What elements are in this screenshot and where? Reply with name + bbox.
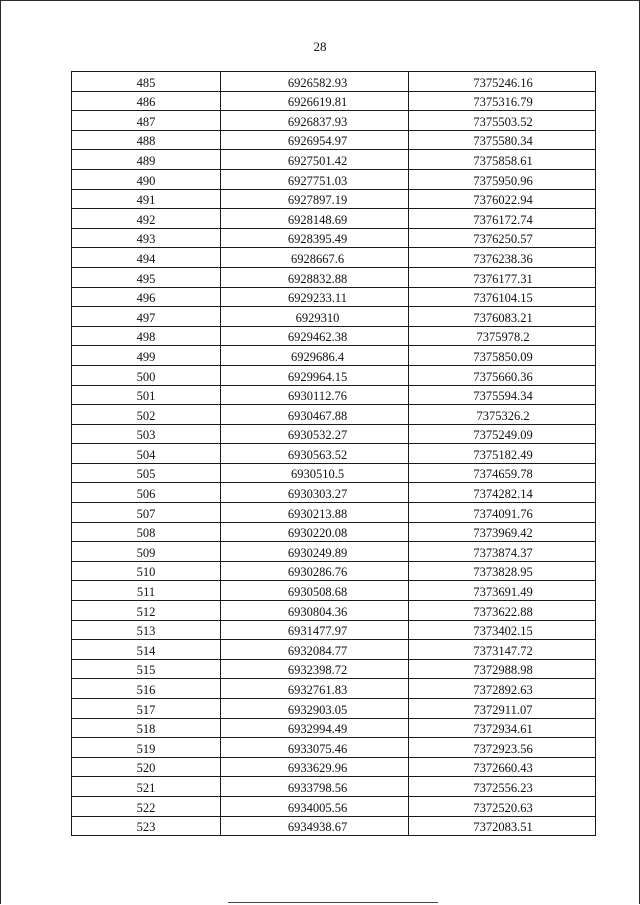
x-coordinate-cell: 6932903.05 — [221, 699, 409, 719]
x-coordinate-cell: 6927897.19 — [221, 189, 409, 209]
x-coordinate-cell: 6930804.36 — [221, 601, 409, 621]
x-coordinate-cell: 6930508.68 — [221, 581, 409, 601]
point-number-cell: 520 — [72, 757, 221, 777]
x-coordinate-cell: 6932398.72 — [221, 659, 409, 679]
y-coordinate-cell: 7372083.51 — [409, 816, 596, 836]
point-number-cell: 519 — [72, 738, 221, 758]
table-row — [72, 718, 596, 738]
point-number-cell: 509 — [72, 542, 221, 562]
y-coordinate-cell: 7375182.49 — [409, 444, 596, 464]
point-number-cell: 517 — [72, 699, 221, 719]
point-number-cell: 502 — [72, 405, 221, 425]
point-number-cell: 522 — [72, 796, 221, 816]
point-number-cell: 508 — [72, 522, 221, 542]
x-coordinate-cell: 6930532.27 — [221, 424, 409, 444]
y-coordinate-cell: 7373969.42 — [409, 522, 596, 542]
table-row — [72, 601, 596, 621]
point-number-cell: 486 — [72, 91, 221, 111]
x-coordinate-cell: 6930467.88 — [221, 405, 409, 425]
table-row — [72, 503, 596, 523]
y-coordinate-cell: 7376238.36 — [409, 248, 596, 268]
y-coordinate-cell: 7373147.72 — [409, 640, 596, 660]
point-number-cell: 490 — [72, 169, 221, 189]
y-coordinate-cell: 7373622.88 — [409, 601, 596, 621]
table-row — [72, 130, 596, 150]
x-coordinate-cell: 6926582.93 — [221, 72, 409, 92]
y-coordinate-cell: 7376250.57 — [409, 228, 596, 248]
table-row — [72, 346, 596, 366]
x-coordinate-cell: 6932761.83 — [221, 679, 409, 699]
point-number-cell: 512 — [72, 601, 221, 621]
point-number-cell: 523 — [72, 816, 221, 836]
y-coordinate-cell: 7372923.56 — [409, 738, 596, 758]
table-row — [72, 483, 596, 503]
point-number-cell: 489 — [72, 150, 221, 170]
table-row — [72, 169, 596, 189]
y-coordinate-cell: 7372911.07 — [409, 699, 596, 719]
table-row — [72, 542, 596, 562]
point-number-cell: 500 — [72, 365, 221, 385]
x-coordinate-cell: 6933075.46 — [221, 738, 409, 758]
x-coordinate-cell: 6928148.69 — [221, 209, 409, 229]
point-number-cell: 510 — [72, 561, 221, 581]
x-coordinate-cell: 6930510.5 — [221, 463, 409, 483]
table-row — [72, 659, 596, 679]
y-coordinate-cell: 7374282.14 — [409, 483, 596, 503]
table-row — [72, 72, 596, 92]
x-coordinate-cell: 6931477.97 — [221, 620, 409, 640]
y-coordinate-cell: 7376172.74 — [409, 209, 596, 229]
table-row — [72, 267, 596, 287]
y-coordinate-cell: 7372556.23 — [409, 777, 596, 797]
point-number-cell: 516 — [72, 679, 221, 699]
point-number-cell: 507 — [72, 503, 221, 523]
y-coordinate-cell: 7375660.36 — [409, 365, 596, 385]
x-coordinate-cell: 6933798.56 — [221, 777, 409, 797]
point-number-cell: 498 — [72, 326, 221, 346]
y-coordinate-cell: 7376083.21 — [409, 307, 596, 327]
y-coordinate-cell: 7373874.37 — [409, 542, 596, 562]
x-coordinate-cell: 6928667.6 — [221, 248, 409, 268]
y-coordinate-cell: 7372988.98 — [409, 659, 596, 679]
table-row — [72, 699, 596, 719]
x-coordinate-cell: 6933629.96 — [221, 757, 409, 777]
point-number-cell: 506 — [72, 483, 221, 503]
point-number-cell: 505 — [72, 463, 221, 483]
y-coordinate-cell: 7375316.79 — [409, 91, 596, 111]
y-coordinate-cell: 7375580.34 — [409, 130, 596, 150]
x-coordinate-cell: 6929310 — [221, 307, 409, 327]
y-coordinate-cell: 7375503.52 — [409, 111, 596, 131]
table-row — [72, 365, 596, 385]
y-coordinate-cell: 7372520.63 — [409, 796, 596, 816]
table-row — [72, 189, 596, 209]
table-row — [72, 444, 596, 464]
x-coordinate-cell: 6928395.49 — [221, 228, 409, 248]
point-number-cell: 513 — [72, 620, 221, 640]
x-coordinate-cell: 6932084.77 — [221, 640, 409, 660]
x-coordinate-cell: 6930303.27 — [221, 483, 409, 503]
x-coordinate-cell: 6929686.4 — [221, 346, 409, 366]
coordinates-table — [71, 71, 596, 836]
point-number-cell: 521 — [72, 777, 221, 797]
table-row — [72, 777, 596, 797]
y-coordinate-cell: 7374659.78 — [409, 463, 596, 483]
y-coordinate-cell: 7375950.96 — [409, 169, 596, 189]
point-number-cell: 487 — [72, 111, 221, 131]
y-coordinate-cell: 7375850.09 — [409, 346, 596, 366]
table-row — [72, 738, 596, 758]
y-coordinate-cell: 7376104.15 — [409, 287, 596, 307]
x-coordinate-cell: 6929462.38 — [221, 326, 409, 346]
point-number-cell: 491 — [72, 189, 221, 209]
x-coordinate-cell: 6927501.42 — [221, 150, 409, 170]
x-coordinate-cell: 6934005.56 — [221, 796, 409, 816]
x-coordinate-cell: 6930286.76 — [221, 561, 409, 581]
table-row — [72, 620, 596, 640]
x-coordinate-cell: 6934938.67 — [221, 816, 409, 836]
y-coordinate-cell: 7375246.16 — [409, 72, 596, 92]
point-number-cell: 492 — [72, 209, 221, 229]
table-row — [72, 796, 596, 816]
table-row — [72, 91, 596, 111]
x-coordinate-cell: 6932994.49 — [221, 718, 409, 738]
table-row — [72, 561, 596, 581]
x-coordinate-cell: 6930249.89 — [221, 542, 409, 562]
table-row — [72, 307, 596, 327]
table-row — [72, 816, 596, 836]
x-coordinate-cell: 6926954.97 — [221, 130, 409, 150]
y-coordinate-cell: 7373828.95 — [409, 561, 596, 581]
point-number-cell: 518 — [72, 718, 221, 738]
y-coordinate-cell: 7376022.94 — [409, 189, 596, 209]
point-number-cell: 493 — [72, 228, 221, 248]
x-coordinate-cell: 6930112.76 — [221, 385, 409, 405]
page-bottom-edge — [228, 902, 438, 903]
y-coordinate-cell: 7376177.31 — [409, 267, 596, 287]
y-coordinate-cell: 7374091.76 — [409, 503, 596, 523]
table-row — [72, 228, 596, 248]
y-coordinate-cell: 7375594.34 — [409, 385, 596, 405]
x-coordinate-cell: 6926837.93 — [221, 111, 409, 131]
point-number-cell: 503 — [72, 424, 221, 444]
y-coordinate-cell: 7373691.49 — [409, 581, 596, 601]
y-coordinate-cell: 7375858.61 — [409, 150, 596, 170]
table-row — [72, 581, 596, 601]
point-number-cell: 495 — [72, 267, 221, 287]
coordinates-table-body — [72, 72, 596, 836]
x-coordinate-cell: 6926619.81 — [221, 91, 409, 111]
point-number-cell: 496 — [72, 287, 221, 307]
table-row — [72, 757, 596, 777]
point-number-cell: 501 — [72, 385, 221, 405]
x-coordinate-cell: 6928832.88 — [221, 267, 409, 287]
y-coordinate-cell: 7375978.2 — [409, 326, 596, 346]
x-coordinate-cell: 6927751.03 — [221, 169, 409, 189]
point-number-cell: 514 — [72, 640, 221, 660]
y-coordinate-cell: 7375249.09 — [409, 424, 596, 444]
point-number-cell: 497 — [72, 307, 221, 327]
point-number-cell: 515 — [72, 659, 221, 679]
point-number-cell: 499 — [72, 346, 221, 366]
table-row — [72, 405, 596, 425]
point-number-cell: 504 — [72, 444, 221, 464]
y-coordinate-cell: 7372660.43 — [409, 757, 596, 777]
table-row — [72, 385, 596, 405]
y-coordinate-cell: 7373402.15 — [409, 620, 596, 640]
table-row — [72, 326, 596, 346]
point-number-cell: 511 — [72, 581, 221, 601]
table-row — [72, 150, 596, 170]
point-number-cell: 494 — [72, 248, 221, 268]
y-coordinate-cell: 7372934.61 — [409, 718, 596, 738]
point-number-cell: 488 — [72, 130, 221, 150]
y-coordinate-cell: 7372892.63 — [409, 679, 596, 699]
table-row — [72, 111, 596, 131]
table-row — [72, 679, 596, 699]
x-coordinate-cell: 6930563.52 — [221, 444, 409, 464]
page-number: 28 — [313, 39, 327, 54]
x-coordinate-cell: 6929233.11 — [221, 287, 409, 307]
table-row — [72, 424, 596, 444]
x-coordinate-cell: 6930220.08 — [221, 522, 409, 542]
table-row — [72, 522, 596, 542]
point-number-cell: 485 — [72, 72, 221, 92]
table-row — [72, 463, 596, 483]
x-coordinate-cell: 6930213.88 — [221, 503, 409, 523]
x-coordinate-cell: 6929964.15 — [221, 365, 409, 385]
table-row — [72, 248, 596, 268]
y-coordinate-cell: 7375326.2 — [409, 405, 596, 425]
table-row — [72, 640, 596, 660]
table-row — [72, 287, 596, 307]
table-row — [72, 209, 596, 229]
